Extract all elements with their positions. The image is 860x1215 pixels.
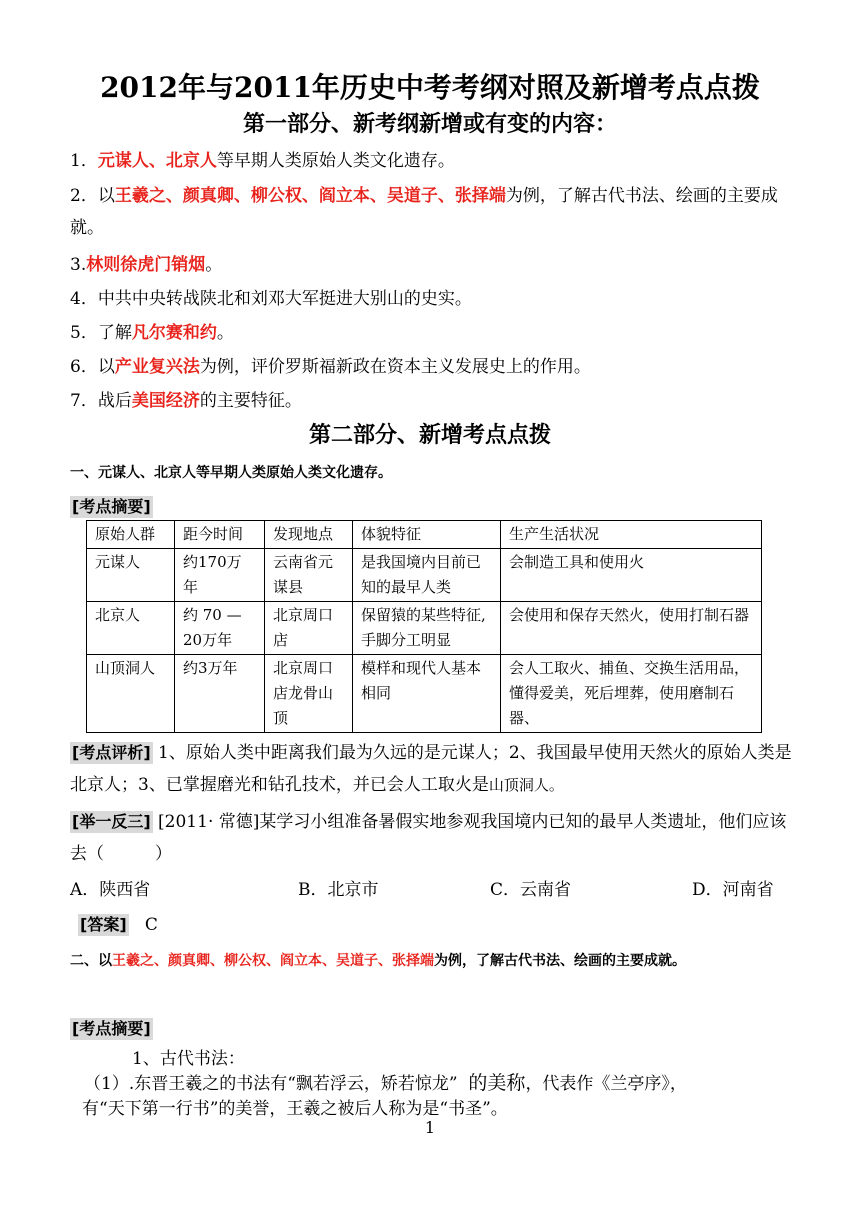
option-d: D．河南省	[692, 880, 774, 900]
list-item: 5．了解凡尔赛和约。	[70, 323, 234, 343]
list-item: 3.林则徐虎门销烟。	[70, 255, 223, 275]
example-paragraph: [举一反三] [2011· 常德]某学习小组准备暑假实地参观我国境内已知的最早人类遗址，他们应该去（ ）	[70, 812, 787, 864]
table-cell: 约3万年	[175, 655, 265, 733]
table-cell: 山顶洞人	[87, 655, 175, 733]
facts-table	[86, 520, 762, 733]
table-header-cell: 原始人群	[87, 521, 175, 549]
document-title: 2012年与2011年历史中考考纲对照及新增考点点拨	[100, 71, 760, 104]
table-header-cell: 体貌特征	[353, 521, 501, 549]
list-item: 7．战后美国经济的主要特征。	[70, 391, 302, 411]
table-cell: 保留猿的某些特征,手脚分工明显	[353, 602, 501, 655]
table-cell: 会制造工具和使用火	[501, 549, 762, 602]
list-item: 1．元谋人、北京人等早期人类原始人类文化遗存。	[70, 151, 455, 171]
table-row	[87, 655, 762, 733]
table-cell: 云南省元谋县	[265, 549, 353, 602]
table-cell: 是我国境内目前已知的最早人类	[353, 549, 501, 602]
table-header-row	[87, 521, 762, 549]
answer-line: [答案] C	[80, 915, 158, 935]
list-item: 6．以产业复兴法为例，评价罗斯福新政在资本主义发展史上的作用。	[70, 357, 591, 377]
summary-label: [考点摘要]	[72, 497, 151, 516]
table-row	[87, 602, 762, 655]
table-cell: 北京周口店龙骨山顶	[265, 655, 353, 733]
review-paragraph: [考点评析] 1、原始人类中距离我们最为久远的是元谋人；2、我国最早使用天然火的原始人类是北京人；3、已掌握磨光和钻孔技术，并已会人工取火是山顶洞人。	[70, 743, 792, 795]
table-header-cell: 发现地点	[265, 521, 353, 549]
summary-label: [考点摘要]	[72, 1019, 151, 1038]
table-cell: 北京人	[87, 602, 175, 655]
table-cell: 模样和现代人基本相同	[353, 655, 501, 733]
option-a: A．陕西省	[70, 880, 151, 900]
table-cell: 约 70 —20万年	[175, 602, 265, 655]
table-header-cell: 生产生活状况	[501, 521, 762, 549]
section1-title: 一、元谋人、北京人等早期人类原始人类文化遗存。	[70, 465, 392, 481]
part2-heading: 第二部分、新增考点点拨	[308, 423, 551, 448]
paragraph-line: 有“天下第一行书”的美誉，王羲之被后人称为是“书圣”。	[82, 1099, 508, 1119]
list-item: 2．以王羲之、颜真卿、柳公权、阎立本、吴道子、张择端为例，了解古代书法、绘画的主要成就。	[70, 186, 778, 238]
list-item: 4．中共中央转战陕北和刘邓大军挺进大别山的史实。	[70, 289, 472, 309]
option-c: C．云南省	[490, 880, 572, 900]
part1-heading: 第一部分、新考纲新增或有变的内容：	[242, 112, 617, 137]
table-cell: 会使用和保存天然火，使用打制石器	[501, 602, 762, 655]
table-cell: 元谋人	[87, 549, 175, 602]
table-header-cell: 距今时间	[175, 521, 265, 549]
subheading: 1、古代书法：	[132, 1049, 245, 1069]
option-b: B．北京市	[298, 880, 379, 900]
page-number: 1	[424, 1118, 436, 1137]
table-row	[87, 549, 762, 602]
table-cell: 北京周口店	[265, 602, 353, 655]
table-cell: 会人工取火、捕鱼、交换生活用品，懂得爱美，死后埋葬，使用磨制石器、	[501, 655, 762, 733]
section2-title: 二、以王羲之、颜真卿、柳公权、阎立本、吴道子、张择端为例，了解古代书法、绘画的主要成就。	[70, 953, 686, 969]
paragraph-line: （1）.东晋王羲之的书法有“飘若浮云，矫若惊龙” 的美称，代表作《兰亭序》，	[84, 1072, 687, 1094]
table-cell: 约170万年	[175, 549, 265, 602]
